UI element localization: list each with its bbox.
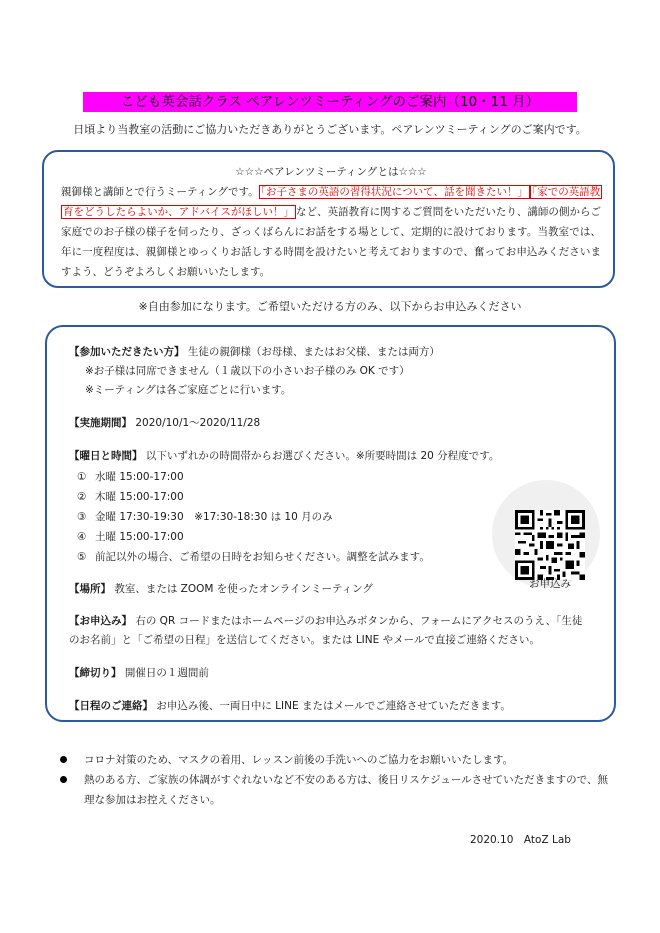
bullet-text: 熱のある方、ご家族の体調がすぐれないなど不安のある方は、後日リスケジュールさせていただきますので、無理な参加はお控えください。 [84, 774, 608, 806]
deadline-label: 【締切り】 [69, 667, 122, 679]
participants-row [69, 344, 440, 360]
place-label: 【場所】 [69, 583, 111, 595]
apply-label: 【お申込み】 [69, 615, 132, 627]
participants-label: 【参加いただきたい方】 [69, 346, 185, 358]
schedule-option [77, 489, 184, 505]
place-value: 教室、または ZOOM を使ったオンラインミーティング [114, 583, 373, 595]
option-number: ② [77, 491, 87, 503]
qr-caption: お申込み [529, 578, 571, 590]
footer-signature: 2020.10 AtoZ Lab [470, 834, 571, 846]
participants-note-1: ※お子様は同席できません（１歳以下の小さいお子様のみ OK です） [85, 365, 410, 377]
intro-highlight-1: 「お子さまの英語の習得状況について、話を聞きたい！」 [260, 186, 528, 198]
period-label: 【実施期間】 [69, 417, 132, 429]
contact-row [69, 698, 511, 714]
intro-paragraph [61, 182, 601, 282]
notice-list [60, 750, 615, 810]
option-text: 土曜 15:00-17:00 [95, 531, 184, 543]
details-box [45, 325, 616, 722]
intro-highlight-2: 「家での英語教育をどうしたらよいか、アドバイスがほしい！」 [63, 186, 601, 218]
deadline-value: 開催日の１週間前 [124, 667, 209, 679]
period-row [69, 415, 260, 431]
bullet-text: コロナ対策のため、マスクの着用、レッスン前後の手洗いへのご協力をお願いいたします。 [84, 754, 514, 766]
intro-heading: ☆☆☆ペアレンツミーティングとは☆☆☆ [235, 166, 427, 178]
option-number: ⑤ [77, 551, 87, 563]
period-value: 2020/10/1～2020/11/28 [135, 417, 261, 429]
place-row [69, 581, 373, 597]
schedule-option [77, 509, 333, 525]
page-title: こども英会話クラス ペアレンツミーティングのご案内（10・11 月） [83, 92, 577, 112]
participants-value: 生徒の親御様（お母様、またはお父様、または両方） [187, 346, 440, 358]
option-number: ④ [77, 531, 87, 543]
apply-value: 右の QR コードまたはホームページのお申込みボタンから、フォームにアクセスのうえ、「生徒のお名前」と「ご希望の日程」を送信してください。または LINE やメールで直接ご連絡ください。 [69, 615, 583, 646]
participants-note-2: ※ミーティングは各ご家庭ごとに行います。 [85, 384, 292, 396]
intro-text-a: 親御様と講師とで行うミーティングです。 [61, 186, 259, 198]
option-text: 水曜 15:00-17:00 [95, 471, 184, 483]
list-item [60, 750, 615, 770]
greeting-text: 日頃より当教室の活動にご協力いただきありがとうございます。ペアレンツミーティングのご案内です。 [73, 123, 587, 136]
free-participation-note: ※自由参加になります。ご希望いただける方のみ、以下からお申込みください [138, 300, 522, 313]
bullet-icon [60, 776, 67, 783]
option-text: 前記以外の場合、ご希望の日時をお知らせください。調整を試みます。 [95, 551, 430, 563]
intro-box [42, 150, 615, 288]
option-number: ③ [77, 511, 87, 523]
schedule-option [77, 549, 430, 565]
qr-code-icon[interactable] [515, 510, 585, 580]
option-text: 金曜 17:30-19:30 ※17:30-18:30 は 10 月のみ [95, 511, 333, 523]
contact-label: 【日程のご連絡】 [69, 700, 153, 712]
list-item [60, 770, 615, 810]
schedule-row [69, 448, 499, 464]
deadline-row [69, 665, 209, 681]
contact-value: お申込み後、一両日中に LINE またはメールでご連絡させていただきます。 [156, 700, 511, 712]
schedule-label: 【曜日と時間】 [69, 450, 143, 462]
schedule-option [77, 529, 184, 545]
apply-row [69, 612, 589, 650]
schedule-option [77, 469, 184, 485]
intro-text-b: など、英語教育に関するご質問をいただいたり、講師の側からご家庭でのお子様の様子を伺ったり、ざっくばらんにお話をする場として、定期的に設けております。当教室では、年に一度程度は、親御様とゆっくりお話しする時間を設けたいと考えておりますので、奮ってお申込みくださいますよう、どうぞよろしくお願いいたします。 [61, 206, 602, 278]
schedule-value: 以下いずれかの時間帯からお選びください。※所要時間は 20 分程度です。 [145, 450, 500, 462]
option-text: 木曜 15:00-17:00 [95, 491, 184, 503]
option-number: ① [77, 471, 87, 483]
bullet-icon [60, 756, 67, 763]
